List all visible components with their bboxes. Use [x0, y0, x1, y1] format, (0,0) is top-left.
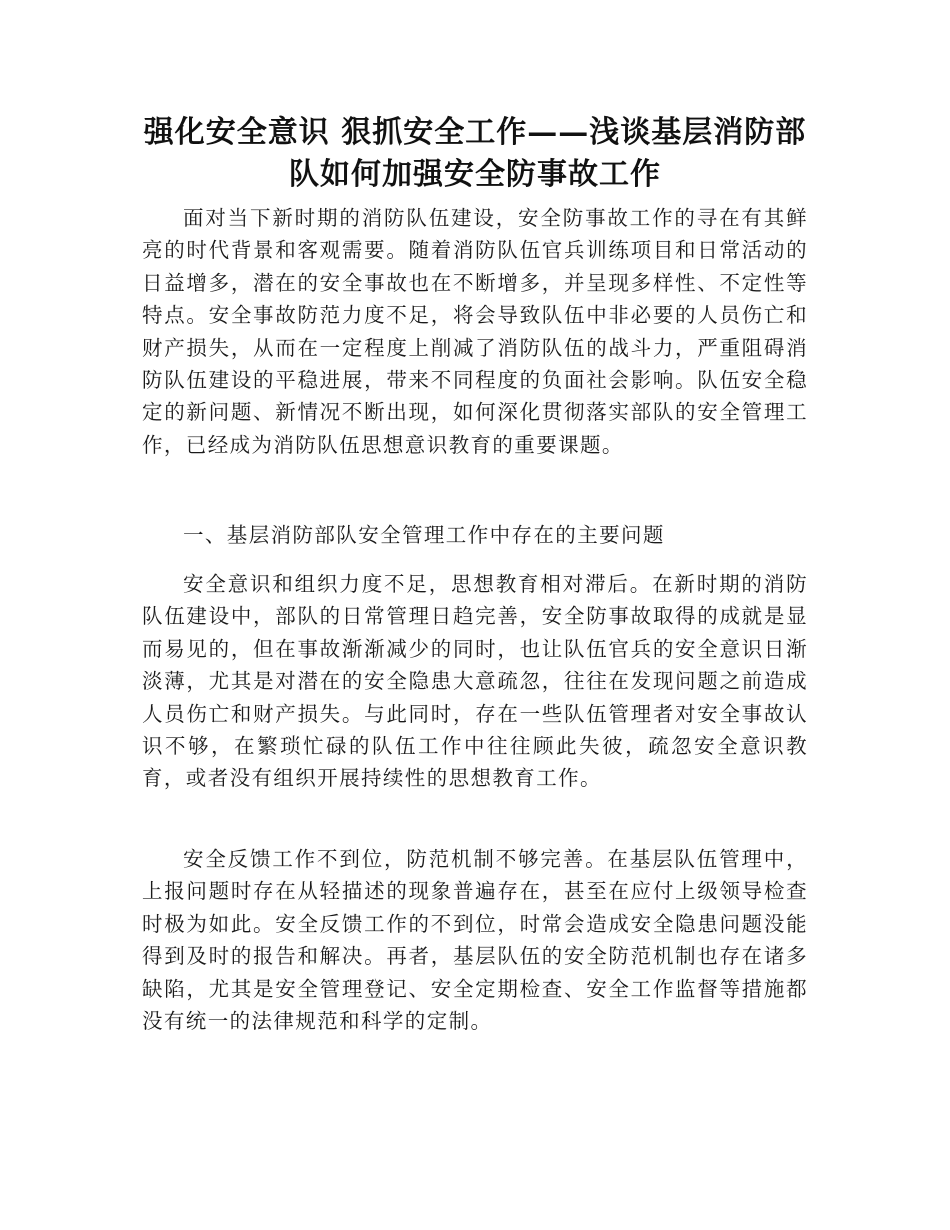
section-heading: 一、基层消防部队安全管理工作中存在的主要问题: [183, 523, 665, 547]
body-paragraph-feedback-mechanism: 安全反馈工作不到位，防范机制不够完善。在基层队伍管理中，上报问题时存在从轻描述的现象普遍存在，甚至在应付上级领导检查时极为如此。安全反馈工作的不到位，时常会造成安全隐患问题没能得到及时的报告和解决。再者，基层队伍的安全防范机制也存在诸多缺陷，尤其是安全管理登记、安全定期检查、安全工作监督等措施都没有统一的法律规范和科学的定制。: [142, 847, 808, 1034]
intro-paragraph: 面对当下新时期的消防队伍建设，安全防事故工作的寻在有其鲜亮的时代背景和客观需要。随着消防队伍官兵训练项目和日常活动的日益增多，潜在的安全事故也在不断增多，并呈现多样性、不定性等特点。安全事故防范力度不足，将会导致队伍中非必要的人员伤亡和财产损失，从而在一定程度上削减了消防队伍的战斗力，严重阻碍消防队伍建设的平稳进展，带来不同程度的负面社会影响。队伍安全稳定的新问题、新情况不断出现，如何深化贯彻落实部队的安全管理工作，已经成为消防队伍思想意识教育的重要课题。: [142, 206, 808, 457]
document-title: 强化安全意识 狠抓安全工作——浅谈基层消防部队如何加强安全防事故工作: [143, 115, 807, 192]
body-paragraph-safety-awareness: 安全意识和组织力度不足，思想教育相对滞后。在新时期的消防队伍建设中，部队的日常管理日趋完善，安全防事故取得的成就是显而易见的，但在事故渐渐减少的同时，也让队伍官兵的安全意识日渐淡薄，尤其是对潜在的安全隐患大意疏忽，往往在发现问题之前造成人员伤亡和财产损失。与此同时，存在一些队伍管理者对安全事故认识不够，在繁琐忙碌的队伍工作中往往顾此失彼，疏忽安全意识教育，或者没有组织开展持续性的思想教育工作。: [142, 572, 808, 791]
